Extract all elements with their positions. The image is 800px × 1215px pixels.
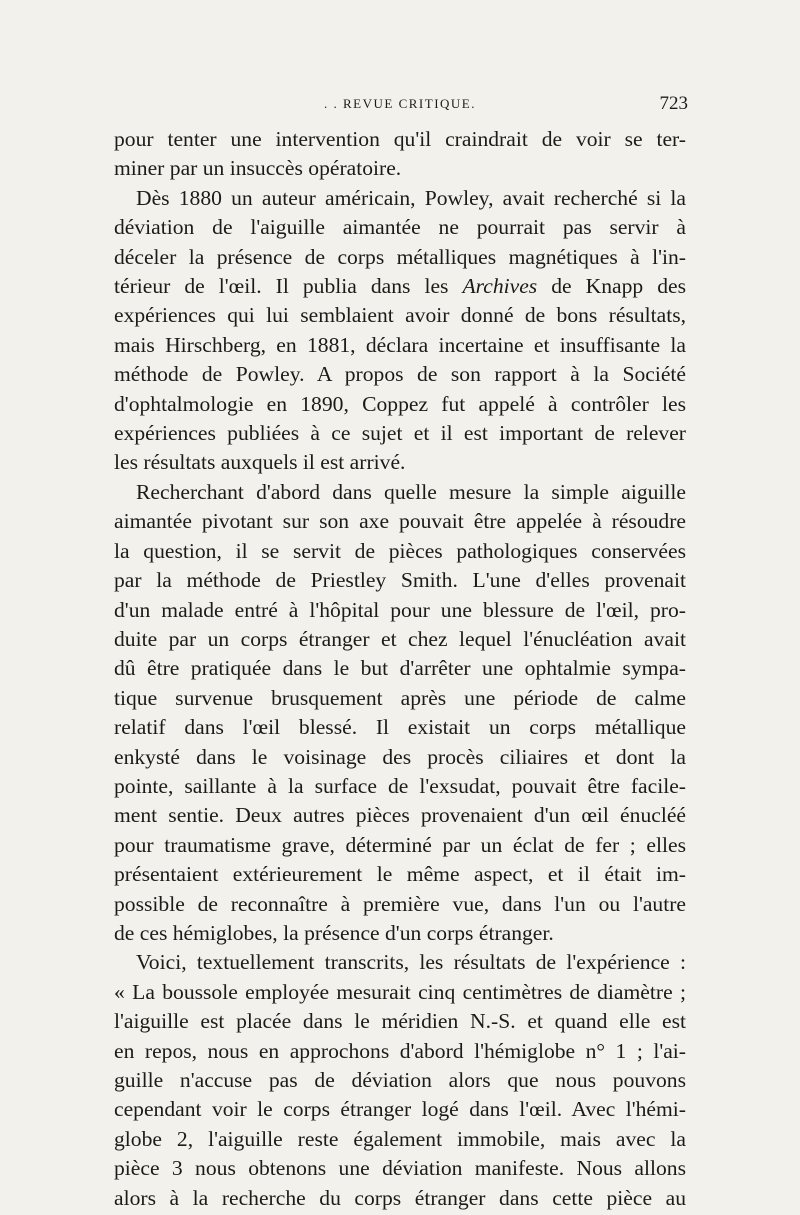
text-line: aimantée pivotant sur son axe pouvait être appelée à résoudre (114, 509, 686, 534)
text-line: duite par un corps étranger et chez lequel l'énucléation avait (114, 626, 686, 651)
journal-title-archives: Archives (462, 274, 538, 299)
text-line: cependant voir le corps étranger logé dans l'œil. Avec l'hémi- (114, 1097, 686, 1122)
text-line: guille n'accuse pas de déviation alors que nous pouvons (114, 1068, 686, 1092)
text-line: présentaient extérieurement le même aspect, et il était im- (114, 862, 686, 887)
text-line: dû être pratiquée dans le but d'arrêter une ophtalmie sympa- (114, 656, 686, 681)
text-line: alors à la recherche du corps étranger dans cette pièce au (114, 1185, 686, 1210)
text-line: en repos, nous en approchons d'abord l'hémiglobe n° 1 ; l'ai- (114, 1038, 686, 1063)
text-line: enkysté dans le voisinage des procès ciliaires et dont la (114, 744, 686, 769)
body-text (114, 125, 686, 1213)
text-line: méthode de Powley. A propos de son rapport à la Société (114, 362, 686, 387)
text-line: pièce 3 nous obtenons une déviation manifeste. Nous allons (114, 1156, 686, 1181)
text-line: miner par un insuccès opératoire. (114, 156, 402, 181)
page-number: 723 (659, 93, 688, 114)
text-line-end: de Knapp des (537, 274, 686, 299)
text-line: d'un malade entré à l'hôpital pour une blessure de l'œil, pro- (114, 597, 686, 622)
text-line: pointe, saillante à la surface de l'exsudat, pouvait être facile- (114, 773, 686, 798)
text-line: globe 2, l'aiguille reste également immobile, mais avec la (114, 1126, 686, 1151)
text-line: ment sentie. Deux autres pièces provenaient d'un œil énucléé (114, 803, 686, 828)
text-line: Voici, textuellement transcrits, les résultats de l'expérience : (136, 950, 686, 975)
text-line: « La boussole employée mesurait cinq centimètres de diamètre ; (114, 979, 686, 1004)
running-head: . . REVUE CRITIQUE. (324, 96, 476, 111)
text-line (114, 272, 686, 301)
page-header (112, 93, 688, 120)
text-line: Dès 1880 un auteur américain, Powley, avait recherché si la (136, 185, 686, 210)
text-line: d'ophtalmologie en 1890, Coppez fut appelé à contrôler les (114, 391, 686, 416)
text-line: tique survenue brusquement après une période de calme (114, 685, 686, 710)
text-line: expériences publiées à ce sujet et il est important de relever (114, 421, 686, 446)
text-line: l'aiguille est placée dans le méridien N.-S. et quand elle est (114, 1009, 686, 1034)
text-line: Recherchant d'abord dans quelle mesure la simple aiguille (136, 479, 686, 504)
text-line: relatif dans l'œil blessé. Il existait un corps métallique (114, 715, 686, 740)
text-line: déceler la présence de corps métalliques magnétiques à l'in- (114, 244, 686, 269)
text-line: possible de reconnaître à première vue, dans l'un ou l'autre (114, 891, 686, 916)
text-line: déviation de l'aiguille aimantée ne pourrait pas servir à (114, 215, 686, 240)
text-line-start: térieur de l'œil. Il publia dans les (114, 274, 463, 299)
text-line: mais Hirschberg, en 1881, déclara incertaine et insuffisante la (114, 332, 686, 357)
text-line: les résultats auxquels il est arrivé. (114, 450, 406, 475)
text-line: expériences qui lui semblaient avoir donné de bons résultats, (114, 303, 686, 328)
text-line: pour traumatisme grave, déterminé par un éclat de fer ; elles (114, 832, 686, 857)
text-line: de ces hémiglobes, la présence d'un corps étranger. (114, 920, 554, 945)
text-line: la question, il se servit de pièces pathologiques conservées (114, 538, 686, 563)
text-line: pour tenter une intervention qu'il craindrait de voir se ter- (114, 127, 686, 151)
text-line: par la méthode de Priestley Smith. L'une d'elles provenait (114, 568, 686, 593)
